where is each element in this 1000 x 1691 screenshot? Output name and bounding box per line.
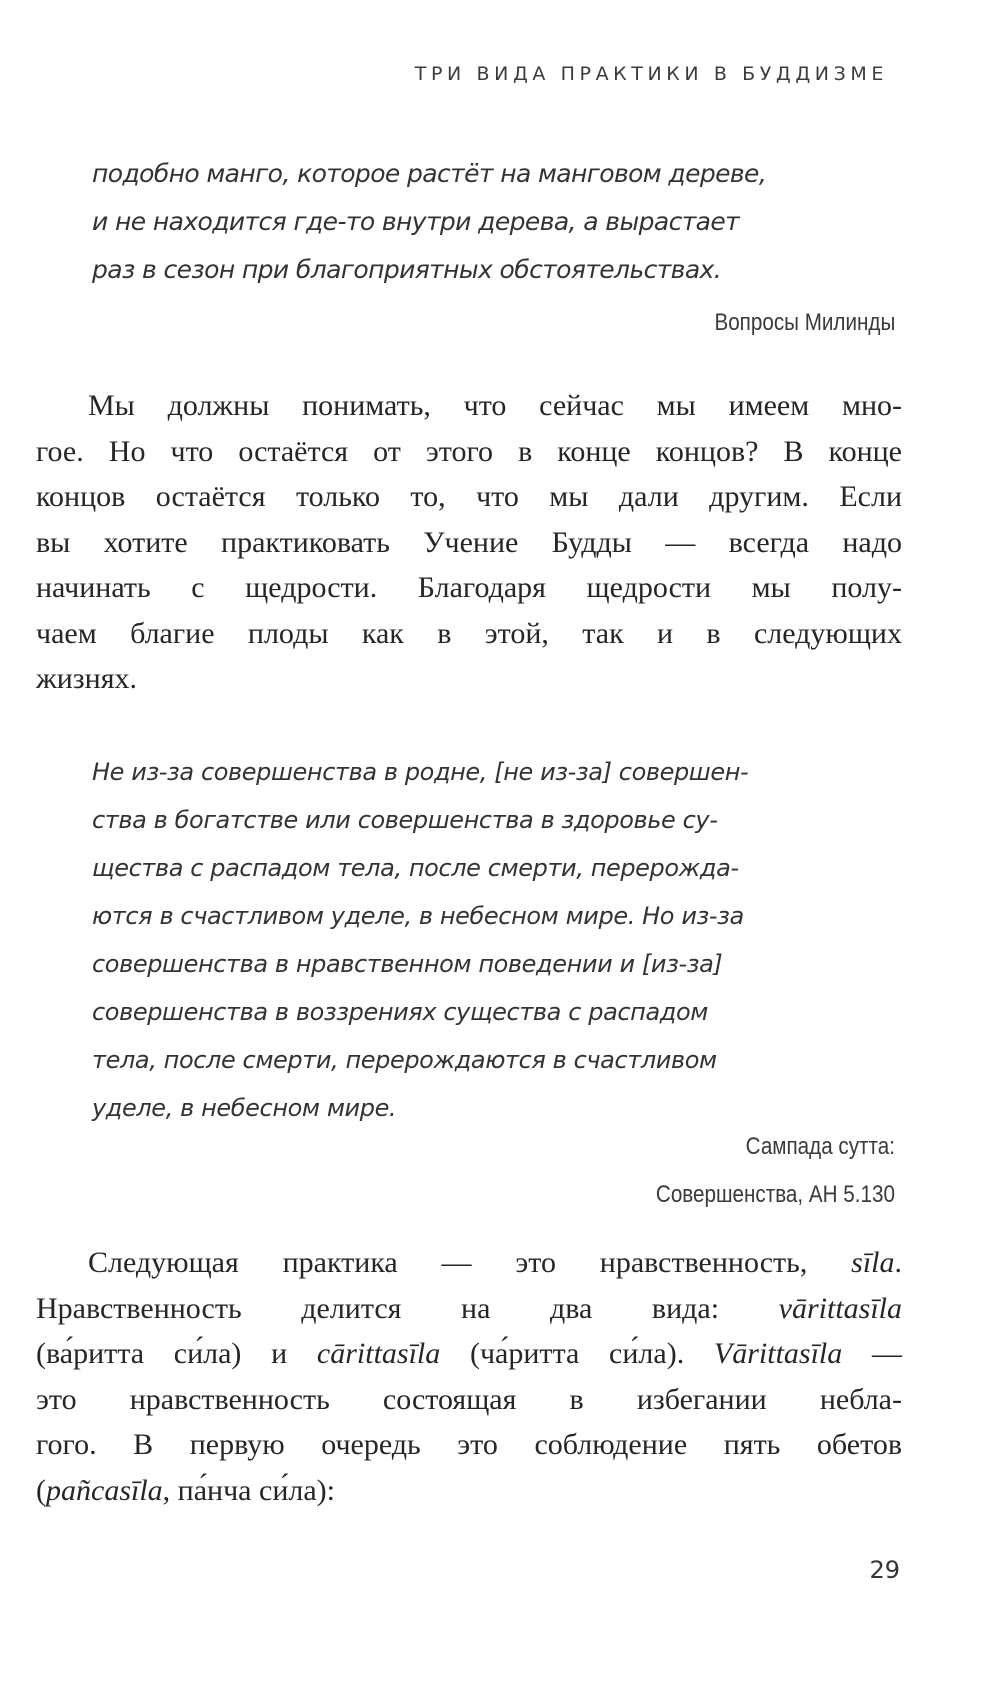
text-run: — — [842, 1337, 903, 1370]
text-run: ( — [36, 1473, 46, 1507]
text-run: , па́нча си́ла): — [162, 1473, 335, 1507]
text-run: . — [894, 1246, 902, 1279]
quote-line: раз в сезон при благоприятных обстоятельствах. — [92, 255, 722, 284]
paragraph-line — [36, 1286, 902, 1332]
pali-term: cārittasīla — [316, 1337, 441, 1370]
epigraph-quote-milinda — [92, 150, 902, 294]
running-header: ТРИ ВИДА ПРАКТИКИ В БУДДИЗМЕ — [414, 63, 888, 85]
quote-attribution-milinda — [714, 299, 895, 347]
attribution-line: Вопросы Милинды — [714, 309, 895, 336]
paragraph-line: жизнях. — [36, 662, 137, 695]
quote-line: щества с распадом тела, после смерти, перерожда- — [92, 854, 739, 882]
attribution-line: Совершенства, АН 5.130 — [655, 1181, 895, 1208]
quote-line: тела, после смерти, перерождаются в счастливом — [92, 1046, 717, 1074]
paragraph-line: чаем благие плоды как в этой, так и в следующих — [36, 616, 902, 650]
quote-line: совершенства в воззрениях существа с распадом — [92, 998, 708, 1026]
quote-line: Не из-за совершенства в родне, [не из-за] совершен- — [92, 758, 749, 786]
quote-sampada-sutta — [92, 748, 902, 1132]
page-number: 29 — [869, 1556, 900, 1584]
body-paragraph-morality — [36, 1240, 902, 1513]
attribution-line: Сампада сутта: — [745, 1133, 895, 1160]
paragraph-line: начинать с щедрости. Благодаря щедрости мы полу- — [36, 571, 902, 604]
paragraph-line — [36, 1331, 902, 1377]
body-paragraph-generosity — [36, 383, 902, 702]
paragraph-line: это нравственность состоящая в избегании небла- — [36, 1382, 902, 1416]
paragraph-line: вы хотите практиковать Учение Будды — всегда надо — [36, 525, 902, 559]
paragraph-line: гое. Но что остаётся от этого в конце концов? В конце — [36, 434, 902, 468]
pali-term: sīla — [851, 1246, 895, 1279]
text-run: Следующая практика — это нравственность, — [88, 1246, 852, 1279]
pali-term: pañcasīla — [46, 1473, 163, 1507]
paragraph-line: Мы должны понимать, что сейчас мы имеем мно- — [88, 389, 902, 422]
quote-line: уделе, в небесном мире. — [92, 1094, 397, 1122]
pali-term: vārittasīla — [778, 1291, 902, 1325]
quote-line: ства в богатстве или совершенства в здоровье су- — [92, 806, 718, 834]
paragraph-line: концов остаётся только то, что мы дали другим. Если — [36, 480, 902, 513]
quote-line: совершенства в нравственном поведении и [из-за] — [92, 950, 723, 978]
quote-line: и не находится где-то внутри дерева, а вырастает — [92, 207, 740, 236]
paragraph-line — [36, 1468, 902, 1514]
text-run: (ва́ритта си́ла) и — [36, 1337, 317, 1370]
text-run: Нравственность делится на два вида: — [36, 1291, 779, 1325]
paragraph-line: гого. В первую очередь это соблюдение пять обетов — [36, 1428, 902, 1461]
quote-attribution-sampada — [656, 1123, 895, 1219]
paragraph-line — [36, 1240, 902, 1286]
quote-line: ются в счастливом уделе, в небесном мире. Но из-за — [92, 902, 744, 930]
pali-term: Vārittasīla — [713, 1337, 843, 1370]
quote-line: подобно манго, которое растёт на манговом дереве, — [92, 159, 767, 188]
text-run: (ча́ритта си́ла). — [440, 1337, 714, 1370]
